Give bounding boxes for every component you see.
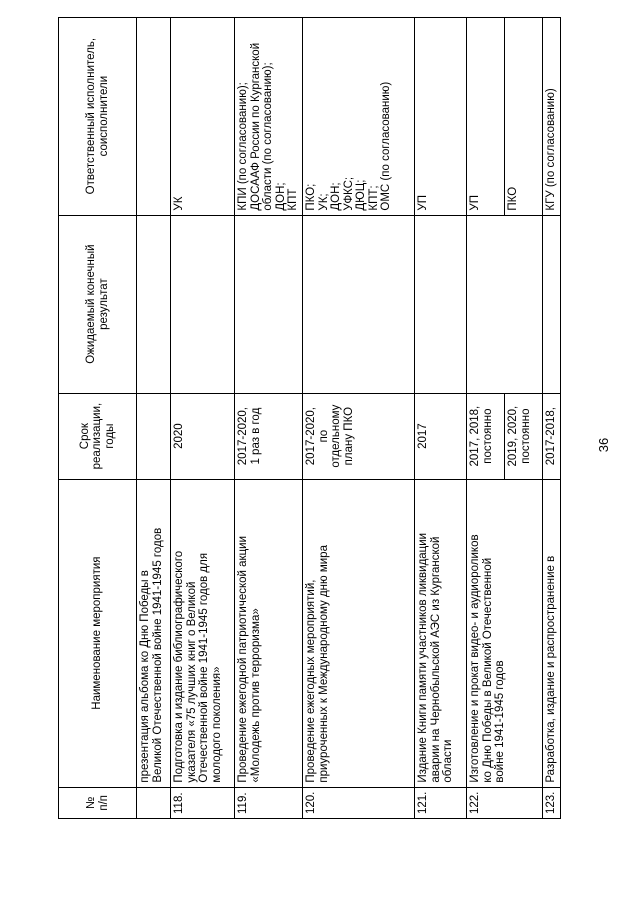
row-name: Проведение ежегодных мероприятий, приуроченных к Международному дню мира	[303, 479, 415, 787]
row-name: Изготовление и прокат видео- и аудиороликов ко Дню Победы в Великой Отечественной войне 1941-1945 годов	[467, 479, 543, 787]
row-result	[137, 215, 171, 393]
header-result: Ожидаемый конечный результат	[59, 215, 137, 393]
header-responsible: Ответственный исполнитель, соисполнители	[59, 17, 137, 215]
row-term: 2017	[415, 393, 467, 479]
row-result	[467, 215, 543, 393]
table-row	[415, 17, 467, 818]
table-header-row	[59, 17, 137, 818]
row-term-part: 2019, 2020, постоянно	[505, 393, 543, 479]
header-name: Наименование мероприятия	[59, 479, 137, 787]
row-responsible: УП	[415, 17, 467, 215]
activities-table	[58, 17, 561, 819]
table-row	[543, 17, 561, 818]
row-number: 119.	[235, 787, 303, 818]
row-result	[415, 215, 467, 393]
row-name: презентация альбома ко Дню Победы в Великой Отечественной войне 1941-1945 годов	[137, 479, 171, 787]
row-responsible-part: ПКО	[505, 17, 543, 215]
row-number: 121.	[415, 787, 467, 818]
row-term	[137, 393, 171, 479]
row-result	[303, 215, 415, 393]
row-number: 118.	[171, 787, 235, 818]
table-row	[467, 17, 505, 818]
table-row	[235, 17, 303, 818]
header-term: Срок реализации, годы	[59, 393, 137, 479]
row-responsible: КГУ (по согласованию)	[543, 17, 561, 215]
table-row	[137, 17, 171, 818]
row-term-part: 2017, 2018, постоянно	[467, 393, 505, 479]
table-row	[303, 17, 415, 818]
row-responsible: ПКО; УК; ДОН; УФКС; ДЮЦ; КПТ; ОМС (по согласованию)	[303, 17, 415, 215]
row-name: Издание Книги памяти участников ликвидации аварии на Чернобыльской АЭС из Курганской области	[415, 479, 467, 787]
row-term: 2017-2020, по отдельному плану ПКО	[303, 393, 415, 479]
header-number: № п/п	[59, 787, 137, 818]
row-result	[543, 215, 561, 393]
row-name: Разработка, издание и распространение в	[543, 479, 561, 787]
row-number: 120.	[303, 787, 415, 818]
row-name: Подготовка и издание библиографического указателя «75 лучших книг о Великой Отечественной войне 1941-1945 годов для молодого поколения»	[171, 479, 235, 787]
row-result	[235, 215, 303, 393]
row-name: Проведение ежегодной патриотической акции «Молодежь против терроризма»	[235, 479, 303, 787]
row-responsible: КПИ (по согласованию); ДОСААФ России по Курганской области (по согласованию); ДОН; КПТ	[235, 17, 303, 215]
table-row	[171, 17, 235, 818]
row-responsible-part: УП	[467, 17, 505, 215]
row-responsible	[137, 17, 171, 215]
row-result	[171, 215, 235, 393]
row-term: 2020	[171, 393, 235, 479]
row-responsible: УК	[171, 17, 235, 215]
row-term: 2017-2018,	[543, 393, 561, 479]
page-number: 36	[596, 437, 611, 453]
row-term: 2017-2020, 1 раз в год	[235, 393, 303, 479]
row-number	[137, 787, 171, 818]
row-number: 123.	[543, 787, 561, 818]
row-number: 122.	[467, 787, 543, 818]
